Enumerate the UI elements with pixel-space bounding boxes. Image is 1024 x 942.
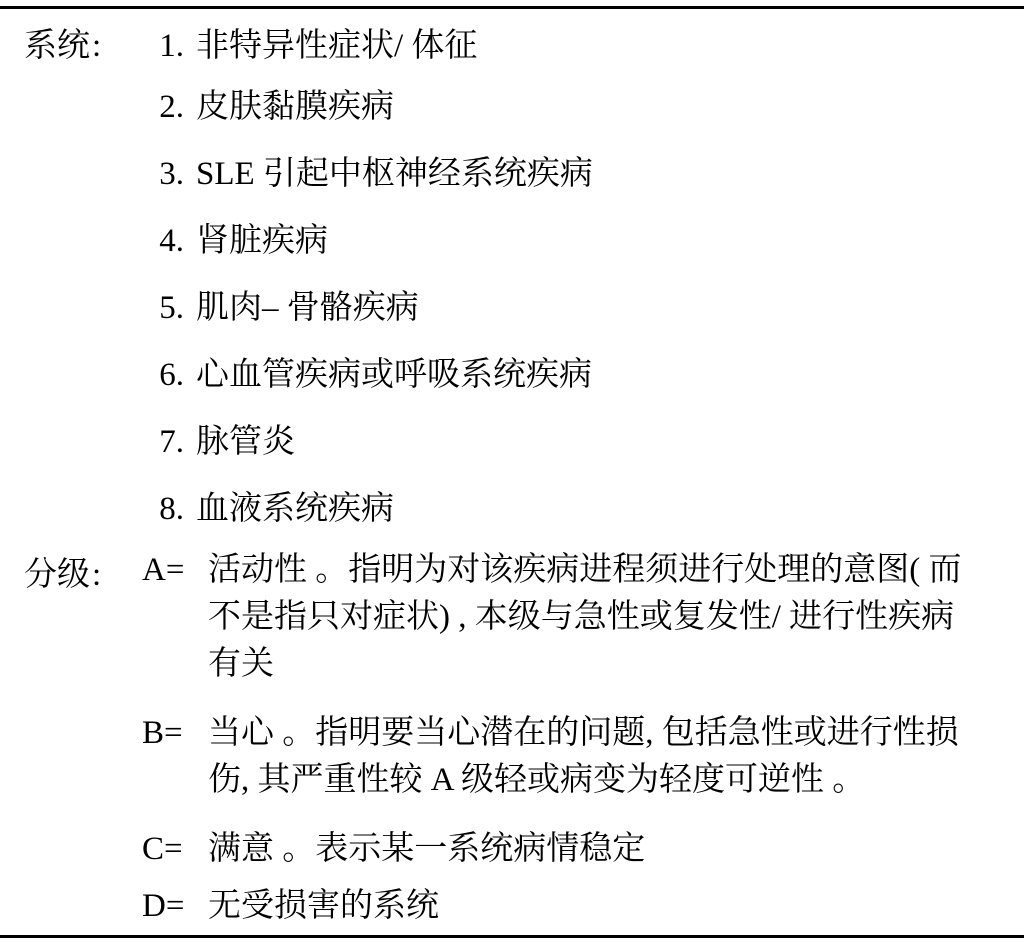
- list-item-label: 皮肤黏膜疾病: [196, 89, 394, 125]
- grading-key: D=: [142, 888, 185, 924]
- grading-text: 满意 。表示某一系统病情稳定: [208, 831, 646, 867]
- list-item-label: 肾脏疾病: [196, 223, 328, 259]
- list-item: [142, 476, 1000, 543]
- list-item-number: 1.: [159, 28, 184, 64]
- list-item-label: SLE 引起中枢神经系统疾病: [196, 156, 593, 192]
- list-item-number: 4.: [159, 223, 184, 259]
- list-item-label: 心血管疾病或呼吸系统疾病: [196, 357, 592, 393]
- list-item-label: 非特异性症状/ 体征: [196, 28, 478, 64]
- grading-text: 活动性 。指明为对该疾病进程须进行处理的意图( 而不是指只对症状) , 本级与急性或复发性/ 进行性疾病有关: [208, 552, 962, 682]
- grading-label: [24, 547, 142, 603]
- list-item-number: 3.: [159, 156, 184, 192]
- list-item-number: 2.: [159, 89, 184, 125]
- systems-block: [24, 18, 1000, 543]
- grading-item-b: [142, 710, 1000, 804]
- list-item-number: 6.: [159, 357, 184, 393]
- list-item-label: 脉管炎: [196, 424, 295, 460]
- systems-label-text: 系统: [24, 28, 90, 64]
- list-item: [142, 409, 1000, 476]
- list-item: [142, 208, 1000, 275]
- grading-item-c: [142, 826, 1000, 873]
- list-item-number: 8.: [159, 491, 184, 527]
- grading-key: A=: [142, 552, 185, 588]
- list-item: [142, 342, 1000, 409]
- grading-text: 无受损害的系统: [208, 888, 439, 924]
- grading-key: B=: [142, 715, 183, 751]
- systems-list: [142, 18, 1000, 543]
- grading-label-text: 分级: [24, 557, 90, 593]
- list-item-number: 5.: [159, 290, 184, 326]
- grading-text: 当心 。指明要当心潜在的问题, 包括急性或进行性损伤, 其严重性较 A 级轻或病变为轻度可逆性 。: [208, 715, 959, 798]
- list-item-number: 7.: [159, 424, 184, 460]
- list-item: [142, 275, 1000, 342]
- top-rule: [0, 6, 1024, 9]
- grading-item-a: [142, 547, 1000, 688]
- grading-label-colon: :: [92, 557, 102, 593]
- grading-item-d: [142, 883, 1000, 930]
- list-item: [142, 18, 1000, 74]
- list-item-label: 肌肉– 骨骼疾病: [196, 290, 419, 326]
- bottom-rule: [0, 935, 1024, 938]
- list-item: [142, 141, 1000, 208]
- grading-list: [142, 547, 1000, 940]
- list-item: [142, 74, 1000, 141]
- systems-label: [24, 18, 142, 74]
- list-item-label: 血液系统疾病: [196, 491, 394, 527]
- grading-block: [24, 547, 1000, 940]
- systems-label-colon: :: [92, 28, 102, 64]
- grading-key: C=: [142, 831, 183, 867]
